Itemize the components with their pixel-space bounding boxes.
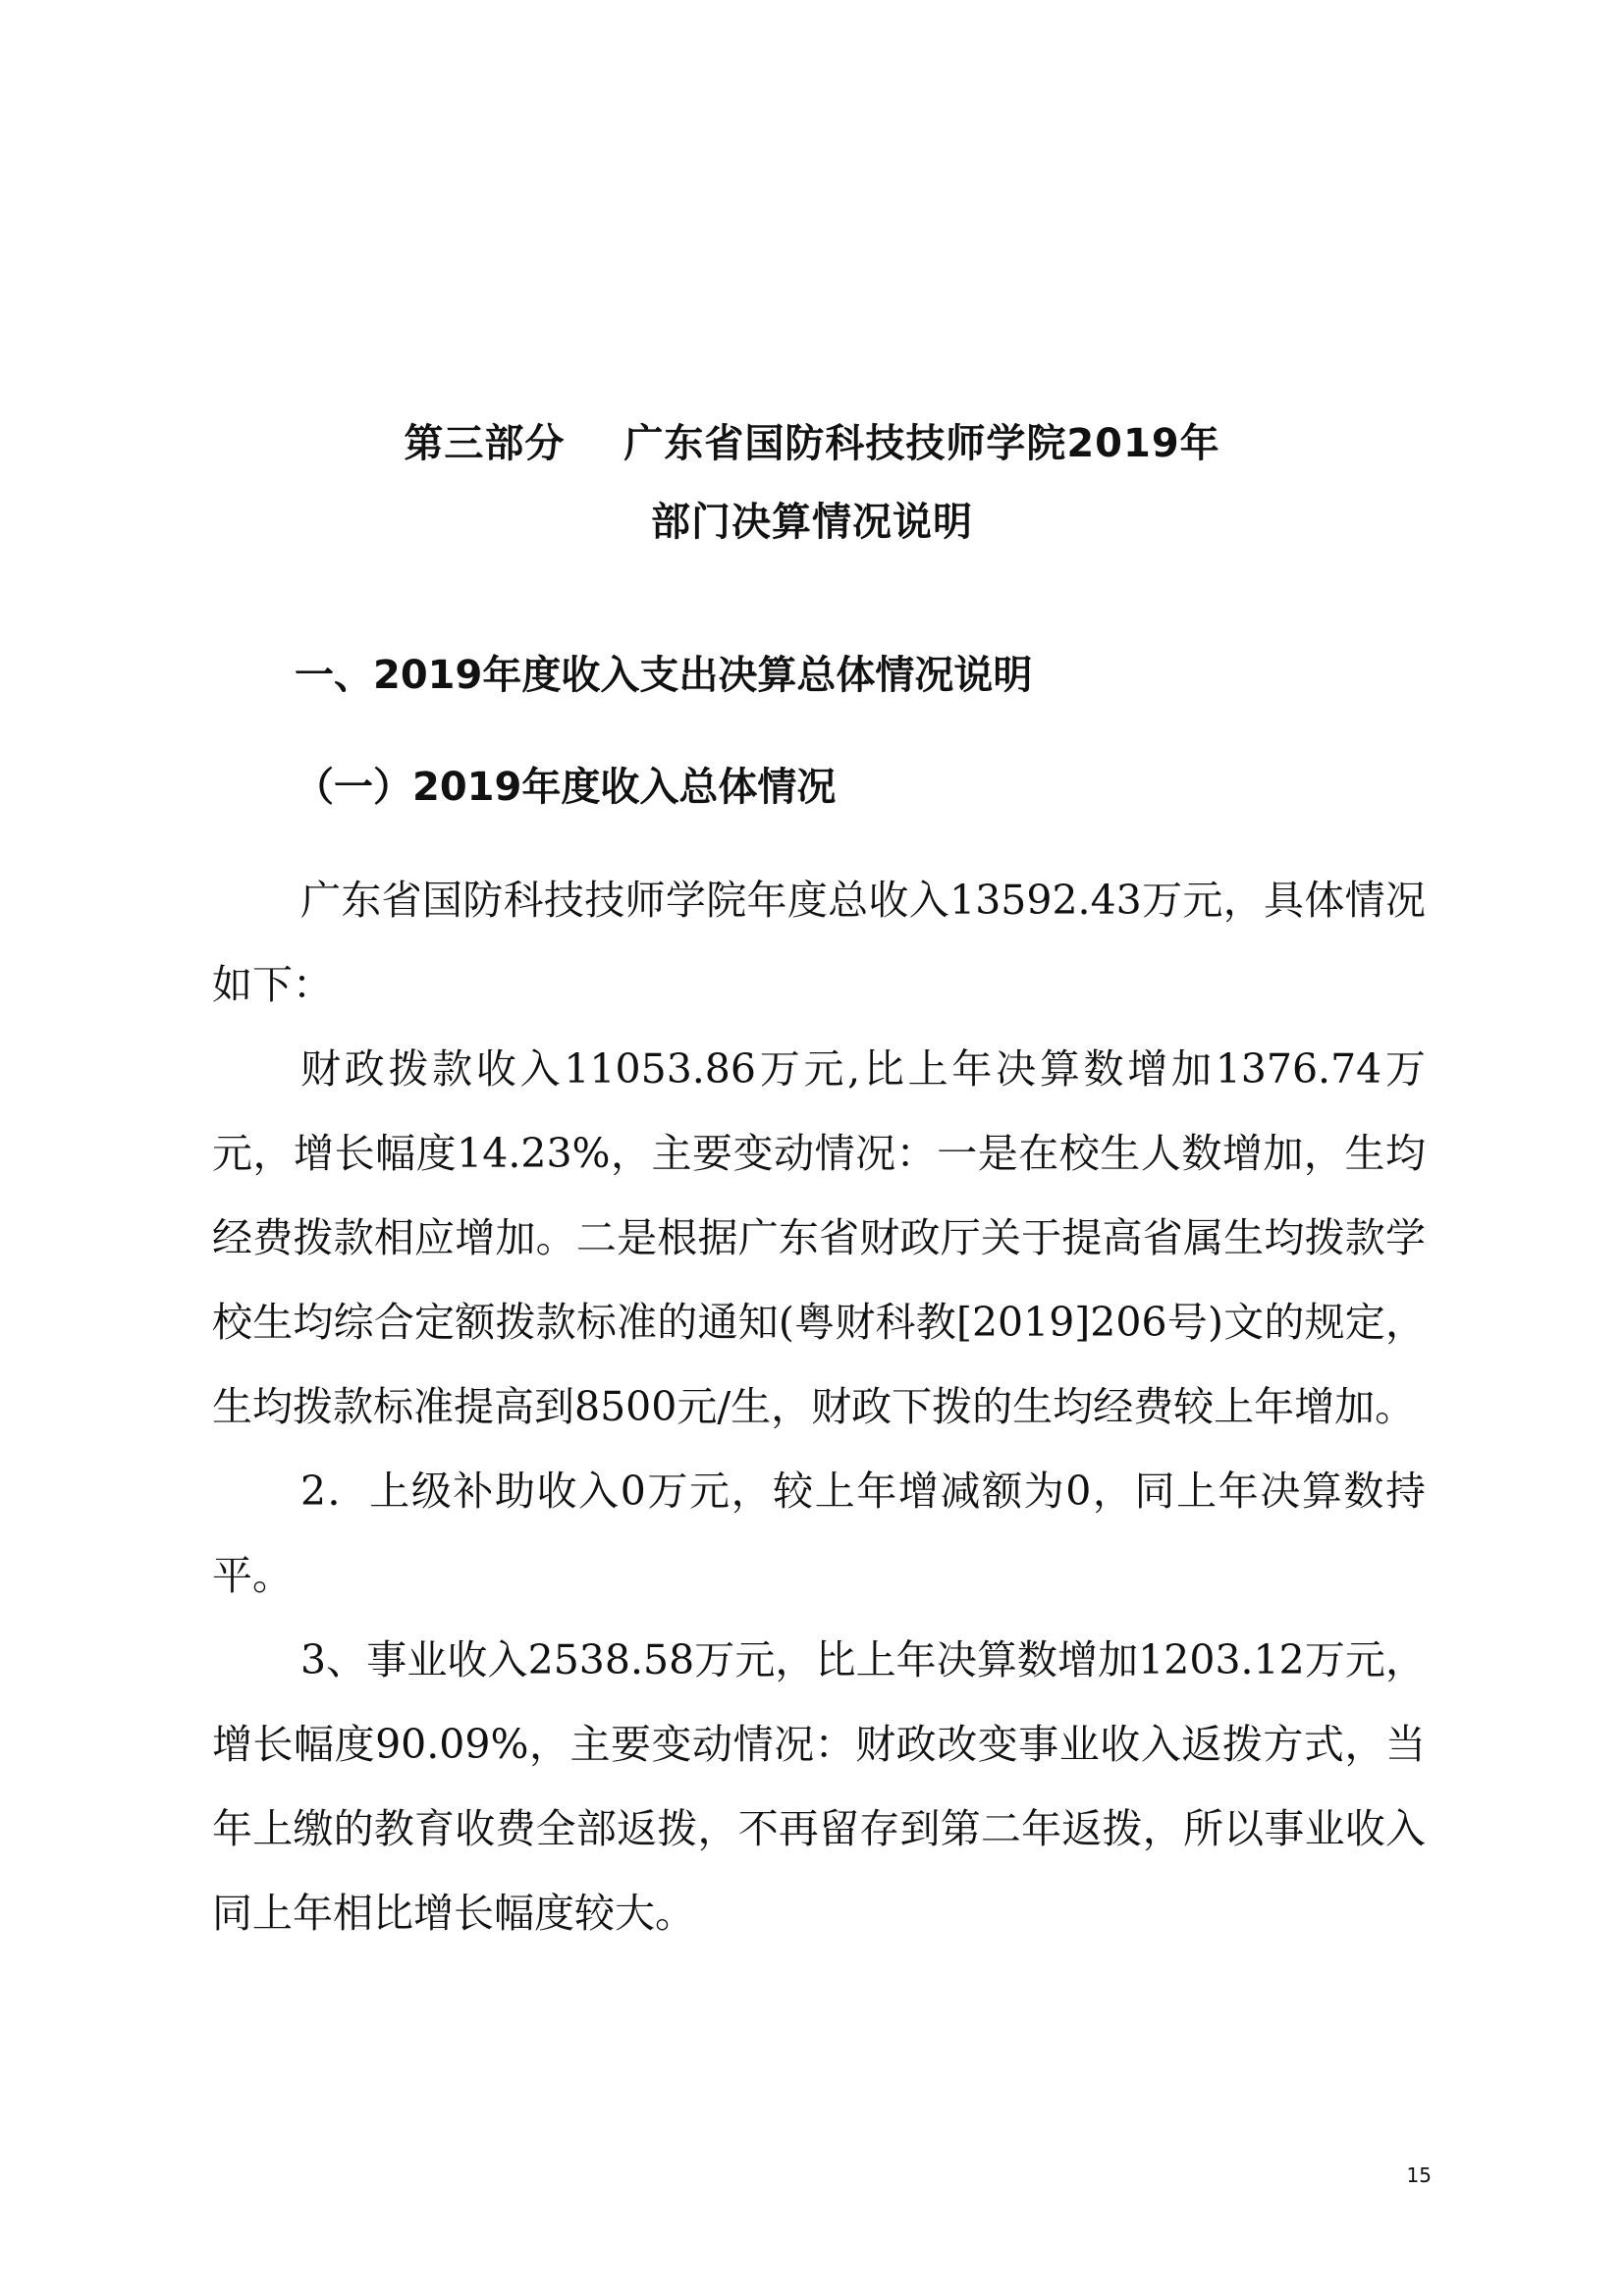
paragraph-total-income: 广东省国防科技技师学院年度总收入13592.43万元，具体情况如下：: [212, 877, 1426, 1008]
body-text: [212, 858, 1426, 1955]
page-title-line-1: [0, 416, 1624, 471]
title-institution: 广东省国防科技技师学院2019年: [623, 421, 1220, 466]
section-heading: 一、2019年度收入支出决算总体情况说明: [295, 653, 1033, 698]
paragraph-fiscal-income: 财政拨款收入11053.86万元,比上年决算数增加1376.74万元，增长幅度14.23%，主要变动情况：一是在校生人数增加，生均经费拨款相应增加。二是根据广东省财政厅关于提高省属生均拨款学校生均综合定额拨款标准的通知(粤财科教[2019]206号)文的规定，生均拨款标准提高到8500元/生，财政下拨的生均经费较上年增加。: [212, 1045, 1426, 1430]
subsection-heading: （一）2019年度收入总体情况: [295, 765, 837, 810]
paragraph-business-income: 3、事业收入2538.58万元，比上年决算数增加1203.12万元，增长幅度90.09%，主要变动情况：财政改变事业收入返拨方式，当年上缴的教育收费全部返拨，不再留存到第二年返拨，所以事业收入同上年相比增长幅度较大。: [212, 1636, 1426, 1937]
title-part-label: 第三部分: [404, 421, 566, 466]
page-number: 15: [1406, 2163, 1432, 2187]
page-title-line-2: 部门决算情况说明: [651, 500, 973, 545]
paragraph-superior-subsidy: 2．上级补助收入0万元，较上年增减额为0，同上年决算数持平。: [212, 1468, 1426, 1599]
